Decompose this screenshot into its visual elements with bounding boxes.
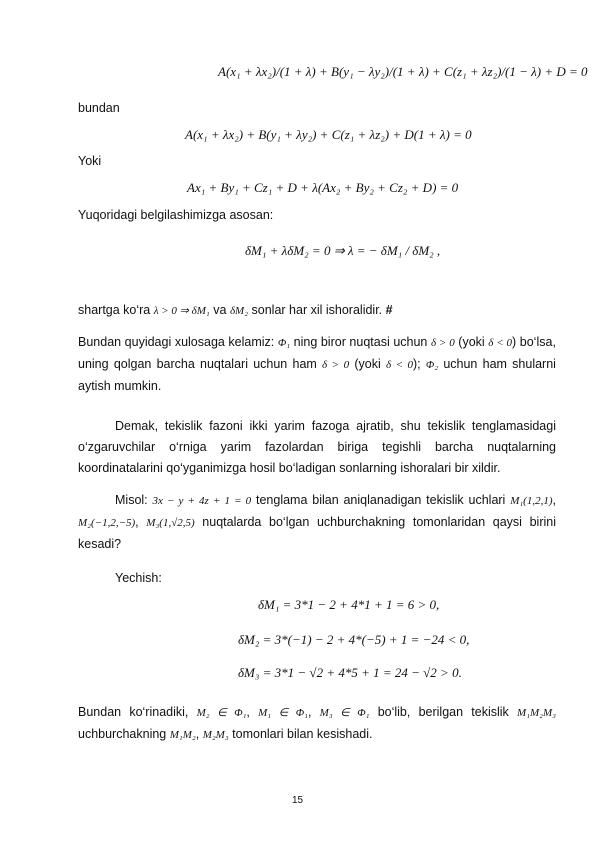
conclusion-f: (yoki (354, 357, 381, 371)
equation-1: A(x₁ + λx₂)/(1 + λ) + B(y₁ − λy₂)/(1 + λ) + C(z₁ + λz₂)/(1 − λ) + D = 0 (218, 64, 588, 79)
result-d: tomonlari bilan kesishadi. (232, 727, 373, 741)
page-number: 15 (291, 795, 304, 806)
phi2-symbol: Φ₂ (425, 359, 439, 371)
point-m2: M₂(−1,2,−5) (78, 517, 136, 529)
equation-4: δM₁ + λδM₂ = 0 ⇒ λ = − δM₁ / δM₂ , (245, 243, 441, 258)
paragraph-result: Bundan ko‘rinadiki, M₂ ∈ Φ₁, M₁ ∈ Φ₁, M₃ ∈ Φ₁ bo‘lib, berilgan tekislik M₁M₂M₃ uchburchakning M₁M₂, M₂M₃ tomonlari bilan kesishadi. (78, 705, 556, 741)
label-yechish: Yechish: (115, 571, 162, 585)
label-yuqoridagi: Yuqoridagi belgilashimizga asosan: (78, 208, 274, 222)
plane-equation: 3x − y + 4z + 1 = 0 (152, 495, 252, 507)
result-m1: M₁ ∈ Φ₁ (258, 707, 308, 719)
conclusion-b: ning biror nuqtasi uchun (293, 335, 428, 349)
delta-negative-2: δ < 0 (385, 359, 414, 371)
delta-m3-line: δM₃ = 3*1 − √2 + 4*5 + 1 = 24 − √2 > 0. (238, 665, 462, 680)
point-m1: M₁(1,2,1) (510, 495, 553, 507)
condition-post: sonlar har xil ishoralidir. (251, 303, 383, 317)
equation-4-comma: , (436, 243, 441, 258)
triangle-label: M₁M₂M₃ (517, 707, 556, 719)
result-a: Bundan ko‘rinadiki, (78, 705, 189, 719)
side-m2m3: M₂M₃ (202, 729, 229, 741)
misol-c: nuqtalarda bo‘lgan uchburchakning (202, 515, 406, 529)
result-m3: M₃ ∈ Φ₁ (319, 707, 370, 719)
delta-m1-line: δM₁ = 3*1 − 2 + 4*1 + 1 = 6 > 0, (258, 597, 440, 612)
condition-line (78, 303, 393, 317)
condition-formula-1: λ > 0 ⇒ δM₁ (153, 305, 210, 317)
conclusion-h: uchun ham (443, 357, 507, 371)
condition-pre: shartga ko‘ra (78, 303, 151, 317)
misol-b: tenglama bilan aniqlanadigan tekislik uchlari (255, 493, 506, 507)
result-b: bo‘lib, berilgan tekislik (377, 705, 509, 719)
delta-positive: δ > 0 (430, 337, 455, 349)
misol-label: Misol: (115, 493, 148, 507)
conclusion-a: Bundan quyidagi xulosaga kelamiz: (78, 335, 275, 349)
label-yoki: Yoki (78, 154, 102, 168)
conclusion-d: ) (512, 335, 517, 349)
delta-negative: δ < 0 (488, 337, 513, 349)
conclusion-e: bo‘lsa, uning qolgan barcha nuqtalari uchun ham (78, 335, 556, 371)
paragraph-misol: Misol: 3x − y + 4z + 1 = 0 tenglama bilan aniqlanadigan tekislik uchlari M₁(1,2,1), M₂(−1,2,−5), M₃(1,√2,5) nuqtalarda bo‘lgan uchburchakning tomonlaridan qaysi birini kesadi? (78, 493, 556, 551)
condition-va: va (213, 303, 227, 317)
end-mark: # (385, 303, 393, 317)
conclusion-c: (yoki (458, 335, 485, 349)
paragraph-conclusion (78, 332, 556, 397)
point-m3: M₃(1,√2,5) (146, 517, 195, 529)
equation-2: A(x₁ + λx₂) + B(y₁ + λy₂) + C(z₁ + λz₂) + D(1 + λ) = 0 (185, 127, 472, 142)
condition-formula-2: δM₂ (229, 305, 249, 317)
label-bundan: bundan (78, 101, 120, 115)
phi1-symbol: Φ₁ (277, 337, 291, 349)
result-m2: M₂ ∈ Φ₁ (196, 707, 247, 719)
paragraph-demak: Demak, tekislik fazoni ikki yarim fazoga ajratib, shu tekislik tenglamasidagi o‘zgaruvchilar o‘rniga yarim fazolardan biriga tegishli barcha nuqtalarning koordinatalarini qo‘yganimizga hosil bo‘ladigan sonlarning ishoralari bir xildir. (78, 419, 556, 475)
conclusion-i: shularni aytish mumkin. (78, 357, 556, 393)
delta-m2-line: δM₂ = 3*(−1) − 2 + 4*(−5) + 1 = −24 < 0, (238, 632, 470, 647)
equation-3: Ax₁ + By₁ + Cz₁ + D + λ(Ax₂ + By₂ + Cz₂ + D) = 0 (187, 180, 459, 195)
conclusion-g: ); (413, 357, 421, 371)
side-m1m2: M₁M₂ (169, 729, 196, 741)
misol-d: tomonlaridan qaysi birini kesadi? (78, 515, 556, 551)
delta-positive-2: δ > 0 (322, 359, 350, 371)
result-c: uchburchakning (78, 727, 167, 741)
